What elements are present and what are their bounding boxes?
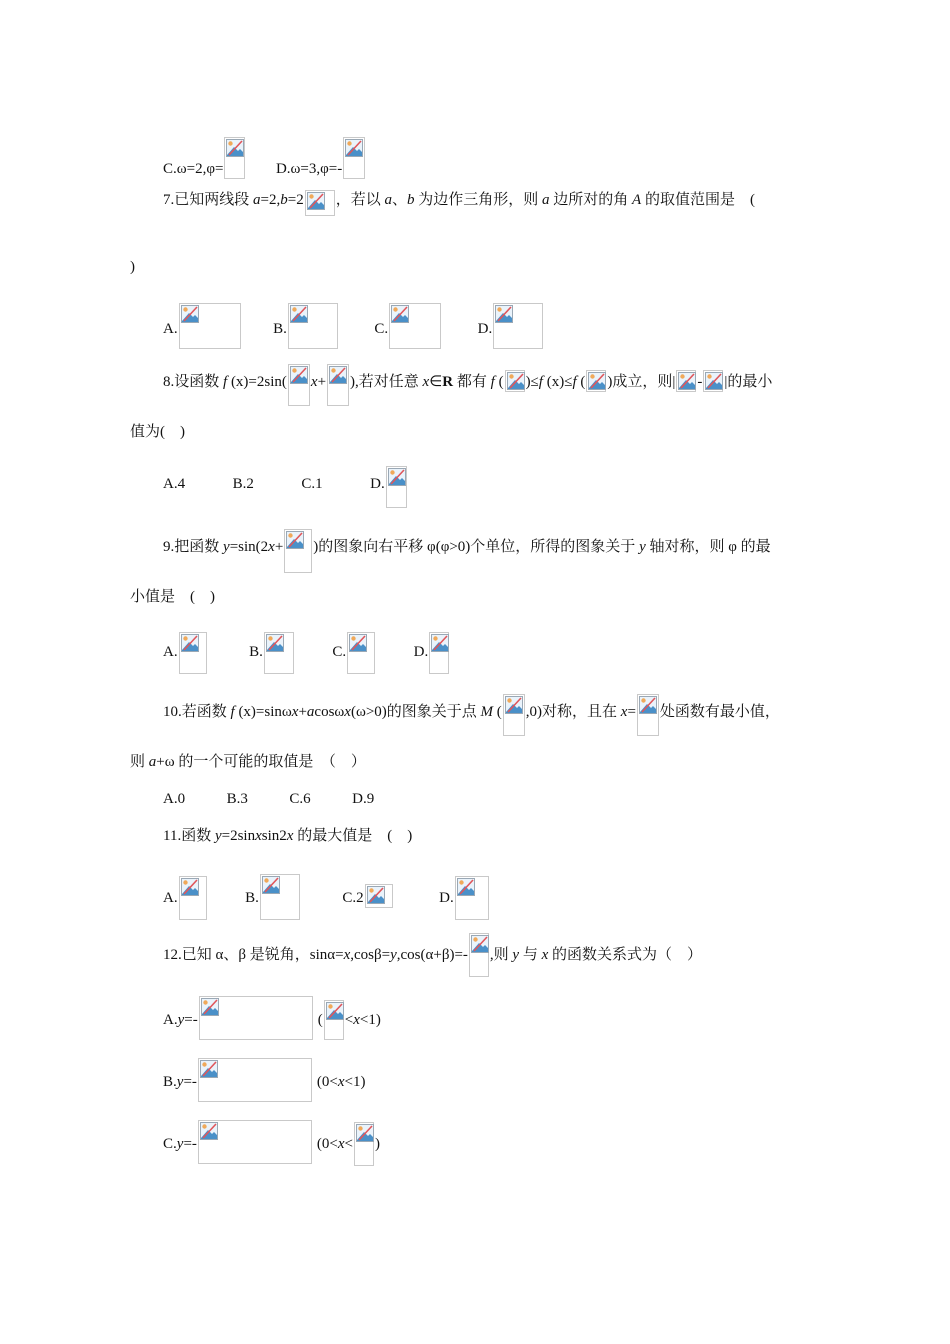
q7-close-paren: ) <box>130 259 135 275</box>
q11-stem: 11.函数 y=2sinxsin2x 的最大值是 ( ) <box>163 828 413 844</box>
broken-image-icon <box>260 874 300 920</box>
broken-image-icon <box>503 694 525 736</box>
q10-option-d: D.9 <box>352 791 375 807</box>
broken-image-icon <box>703 370 723 392</box>
broken-image-icon <box>198 1058 312 1102</box>
q6-options <box>163 137 366 180</box>
q9-option-c: C. <box>332 644 376 660</box>
q11-option-d: D. <box>439 890 490 906</box>
broken-image-icon <box>354 1122 374 1166</box>
q9-stem-line2: 小值是 ( ) <box>130 589 215 605</box>
broken-image-icon <box>505 370 525 392</box>
broken-image-icon <box>455 876 489 920</box>
broken-image-icon <box>288 303 338 349</box>
q8-stem-line2: 值为( ) <box>130 424 185 440</box>
broken-image-icon <box>586 370 606 392</box>
q8-options <box>163 466 408 508</box>
broken-image-icon <box>264 632 294 674</box>
broken-image-icon <box>343 137 365 179</box>
broken-image-icon <box>469 933 489 977</box>
q9-stem: 9.把函数 y=sin(2x+ )的图象向右平移 φ(φ>0)个单位，所得的图象关于 y 轴对称，则 φ 的最 <box>163 529 771 573</box>
q12-option-a: A.y=- ( <x<1) <box>163 996 381 1040</box>
q7-option-b: B. <box>273 303 339 349</box>
q9-options <box>163 632 450 674</box>
q12-option-c: C.y=- (0<x< ) <box>163 1120 380 1166</box>
broken-image-icon <box>224 137 245 179</box>
q7-option-d: D. <box>478 303 545 349</box>
broken-image-icon <box>179 632 207 674</box>
broken-image-icon <box>429 632 449 674</box>
broken-image-icon <box>288 364 310 406</box>
q10-stem-line2: 则 a+ω 的一个可能的取值是 （ ） <box>130 754 366 770</box>
q8-option-c: C.1 <box>301 476 323 492</box>
broken-image-icon <box>199 996 313 1040</box>
q7-options <box>163 303 544 349</box>
q8-stem: 8.设函数 f (x)=2sin( x+ ),若对任意 x∈R 都有 f ( )≤f (x)≤f ( )成立，则| - |的最小 <box>163 364 772 406</box>
q9-option-a: A. <box>163 644 208 660</box>
q6-option-d: D.ω=3,φ=- <box>275 161 343 177</box>
q8-option-a: A.4 <box>163 476 186 492</box>
q9-option-b: B. <box>249 644 295 660</box>
broken-image-icon <box>179 303 241 349</box>
q12-option-b: B.y=- (0<x<1) <box>163 1058 366 1102</box>
broken-image-icon <box>365 884 393 908</box>
q11-option-b: B. <box>245 890 301 906</box>
broken-image-icon <box>389 303 441 349</box>
q7-stem: 7.已知两线段 a=2,b=2 ，若以 a、b 为边作三角形，则 a 边所对的角 A 的取值范围是 ( <box>163 189 755 216</box>
q12-stem: 12.已知 α、β 是锐角，sinα=x,cosβ=y,cos(α+β)=- ,则 y 与 x 的函数关系式为（ ） <box>163 933 702 977</box>
broken-image-icon <box>327 364 349 406</box>
broken-image-icon <box>386 466 407 508</box>
q10-options <box>163 788 374 810</box>
broken-image-icon <box>637 694 659 736</box>
broken-image-icon <box>305 190 335 216</box>
broken-image-icon <box>493 303 543 349</box>
q11-options <box>163 874 490 920</box>
broken-image-icon <box>347 632 375 674</box>
broken-image-icon <box>198 1120 312 1164</box>
q9-option-d: D. <box>414 644 451 660</box>
q10-option-b: B.3 <box>226 791 248 807</box>
q10-option-c: C.6 <box>289 791 311 807</box>
q11-option-c: C.2 <box>342 890 393 906</box>
broken-image-icon <box>179 876 207 920</box>
q10-stem: 10.若函数 f (x)=sinωx+acosωx(ω>0)的图象关于点 M ( ,0)对称，且在 x= 处函数有最小值， <box>163 694 780 736</box>
q10-option-a: A.0 <box>163 791 186 807</box>
q8-option-d: D. <box>370 476 408 492</box>
broken-image-icon <box>676 370 696 392</box>
q7-option-c: C. <box>374 303 442 349</box>
q6-option-c: C.ω=2,φ= <box>163 161 224 177</box>
broken-image-icon <box>284 529 312 573</box>
q8-option-b: B.2 <box>232 476 254 492</box>
q7-option-a: A. <box>163 303 242 349</box>
broken-image-icon <box>324 1000 344 1040</box>
q11-option-a: A. <box>163 890 208 906</box>
